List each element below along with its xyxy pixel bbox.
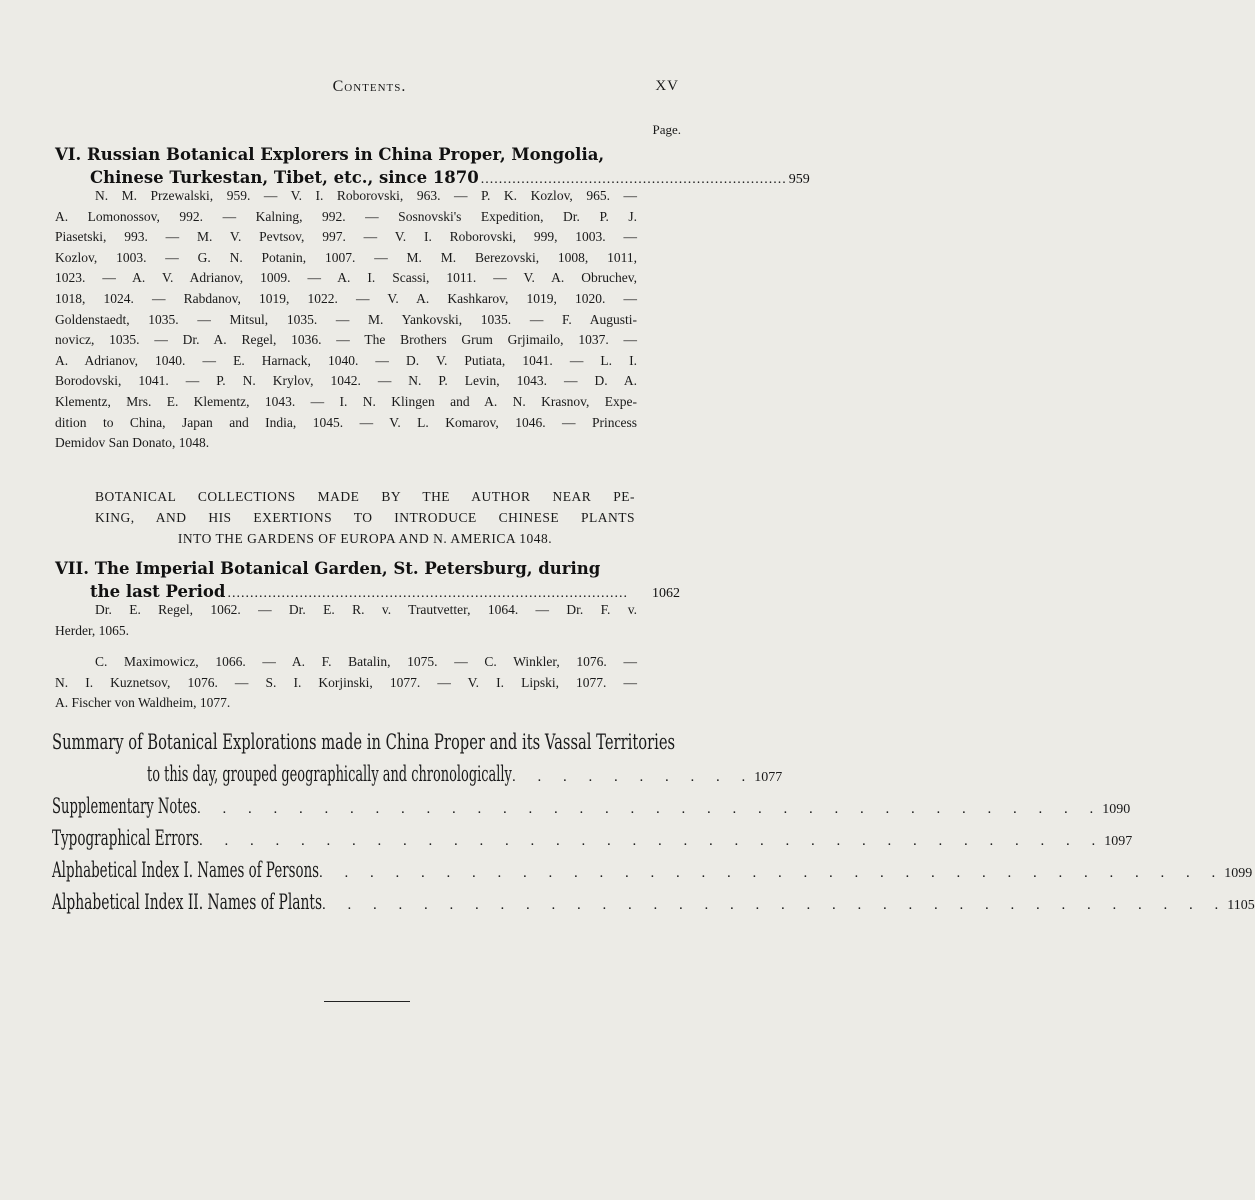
caps-line: BOTANICAL COLLECTIONS MADE BY THE AUTHOR NEAR PE- (95, 489, 635, 504)
summary-page: 1077 (754, 770, 783, 785)
toc-entry (52, 790, 1131, 822)
body-line: N. I. Kuznetsov, 1076. — S. I. Korjinski, 1077. — V. I. Lipski, 1077. — (55, 674, 637, 690)
summary-title-line1: Summary of Botanical Explorations made in China Proper and its Vassal Territories (52, 730, 676, 754)
body-line: Piasetski, 993. — M. V. Pevtsov, 997. — V. I. Roborovski, 999, 1003. — (55, 229, 637, 245)
section-vii-title-end: the last Period (90, 582, 226, 601)
section-vii-body-2 (55, 652, 637, 714)
body-line: A. Lomonossov, 992. — Kalning, 992. — Sosnovski's Expedition, Dr. P. J. (55, 208, 637, 224)
body-line: C. Maximowicz, 1066. — A. F. Batalin, 1075. — C. Winkler, 1076. — (95, 654, 637, 669)
body-line: Kozlov, 1003. — G. N. Potanin, 1007. — M. M. Berezovski, 1008, 1011, (55, 249, 637, 265)
toc-entry (52, 822, 1133, 854)
closing-rule (324, 1001, 410, 1002)
toc-entry-page: 1105 (1227, 898, 1255, 913)
section-vii-heading-line1: VII. The Imperial Botanical Garden, St. Petersburg, during (55, 559, 601, 578)
dot-leader: . . . . . . . . . . . . . . . . . . . . . . . . . . . . . . . . . . . . (322, 897, 1228, 913)
toc-entry-title: Alphabetical Index I. Names of Persons (52, 858, 320, 882)
appendix-contents (52, 726, 1255, 918)
body-line: A. Fischer von Waldheim, 1077. (55, 695, 231, 711)
toc-entry (52, 886, 1255, 918)
running-head-title: Contents. (332, 78, 407, 95)
summary-entry-line1 (52, 726, 682, 758)
section-vii-page: 1062 (652, 586, 680, 601)
dot-leader: . . . . . . . . . . (512, 769, 755, 785)
body-line: N. M. Przewalski, 959. — V. I. Roborovski, 963. — P. K. Kozlov, 965. — (95, 188, 637, 203)
body-line: novicz, 1035. — Dr. A. Regel, 1036. — The Brothers Grum Grjimailo, 1037. — (55, 332, 637, 348)
body-line: 1018, 1024. — Rabdanov, 1019, 1022. — V. A. Kashkarov, 1019, 1020. — (55, 290, 637, 306)
caps-line: KING, AND HIS EXERTIONS TO INTRODUCE CHINESE PLANTS (95, 510, 635, 525)
summary-title-line2: to this day, grouped geographically and chronologically (147, 762, 512, 786)
toc-entry-page: 1097 (1104, 834, 1133, 849)
section-vi-heading-line1: VI. Russian Botanical Explorers in China Proper, Mongolia, (55, 145, 605, 164)
body-line: Goldenstaedt, 1035. — Mitsul, 1035. — M. Yankovski, 1035. — F. Augusti- (55, 311, 637, 327)
body-line: 1023. — A. V. Adrianov, 1009. — A. I. Scassi, 1011. — V. A. Obruchev, (55, 270, 637, 286)
body-line: dition to China, Japan and India, 1045. — V. L. Komarov, 1046. — Princess (55, 414, 637, 430)
page-column-label: Page. (652, 122, 681, 137)
page-number: XV (655, 78, 679, 94)
dot-leader: . . . . . . . . . . . . . . . . . . . . . . . . . . . . . . . . . . . . (199, 833, 1105, 849)
section-vii-body-1 (55, 600, 637, 641)
body-line: Herder, 1065. (55, 622, 130, 638)
botanical-collections-note (95, 486, 635, 549)
toc-entry-title: Alphabetical Index II. Names of Plants (52, 890, 323, 914)
toc-entry-title: Typographical Errors (52, 826, 200, 850)
body-line: Demidov San Donato, 1048. (55, 435, 210, 451)
section-vi-heading (55, 143, 810, 191)
dot-leader: .................................................................... (480, 172, 787, 187)
section-vi-page: 959 (788, 172, 810, 187)
dot-leader: . . . . . . . . . . . . . . . . . . . . . . . . . . . . . . . . . . . . (319, 865, 1225, 881)
toc-entry-page: 1090 (1102, 802, 1131, 817)
dot-leader: . . . . . . . . . . . . . . . . . . . . . . . . . . . . . . . . . . . . (197, 801, 1103, 817)
section-vi-body (55, 186, 637, 454)
body-line: Dr. E. Regel, 1062. — Dr. E. R. v. Trautvetter, 1064. — Dr. F. v. (95, 602, 637, 617)
summary-entry-line2 (52, 758, 783, 790)
section-vi-title-end: Chinese Turkestan, Tibet, etc., since 1870 (90, 168, 479, 187)
toc-entry-title: Supplementary Notes (52, 794, 198, 818)
body-line: Borodovski, 1041. — P. N. Krylov, 1042. — N. P. Levin, 1043. — D. A. (55, 373, 637, 389)
body-line: Klementz, Mrs. E. Klementz, 1043. — I. N. Klingen and A. N. Krasnov, Expe- (55, 393, 637, 409)
caps-line: INTO THE GARDENS OF EUROPA AND N. AMERICA 1048. (177, 531, 553, 546)
body-line: A. Adrianov, 1040. — E. Harnack, 1040. — D. V. Putiata, 1041. — L. I. (55, 352, 637, 368)
toc-entry-page: 1099 (1224, 866, 1253, 881)
section-vii-heading (55, 557, 680, 605)
dot-leader: ......................................................................................... (227, 586, 628, 601)
toc-entry (52, 854, 1253, 886)
running-head (0, 78, 739, 98)
